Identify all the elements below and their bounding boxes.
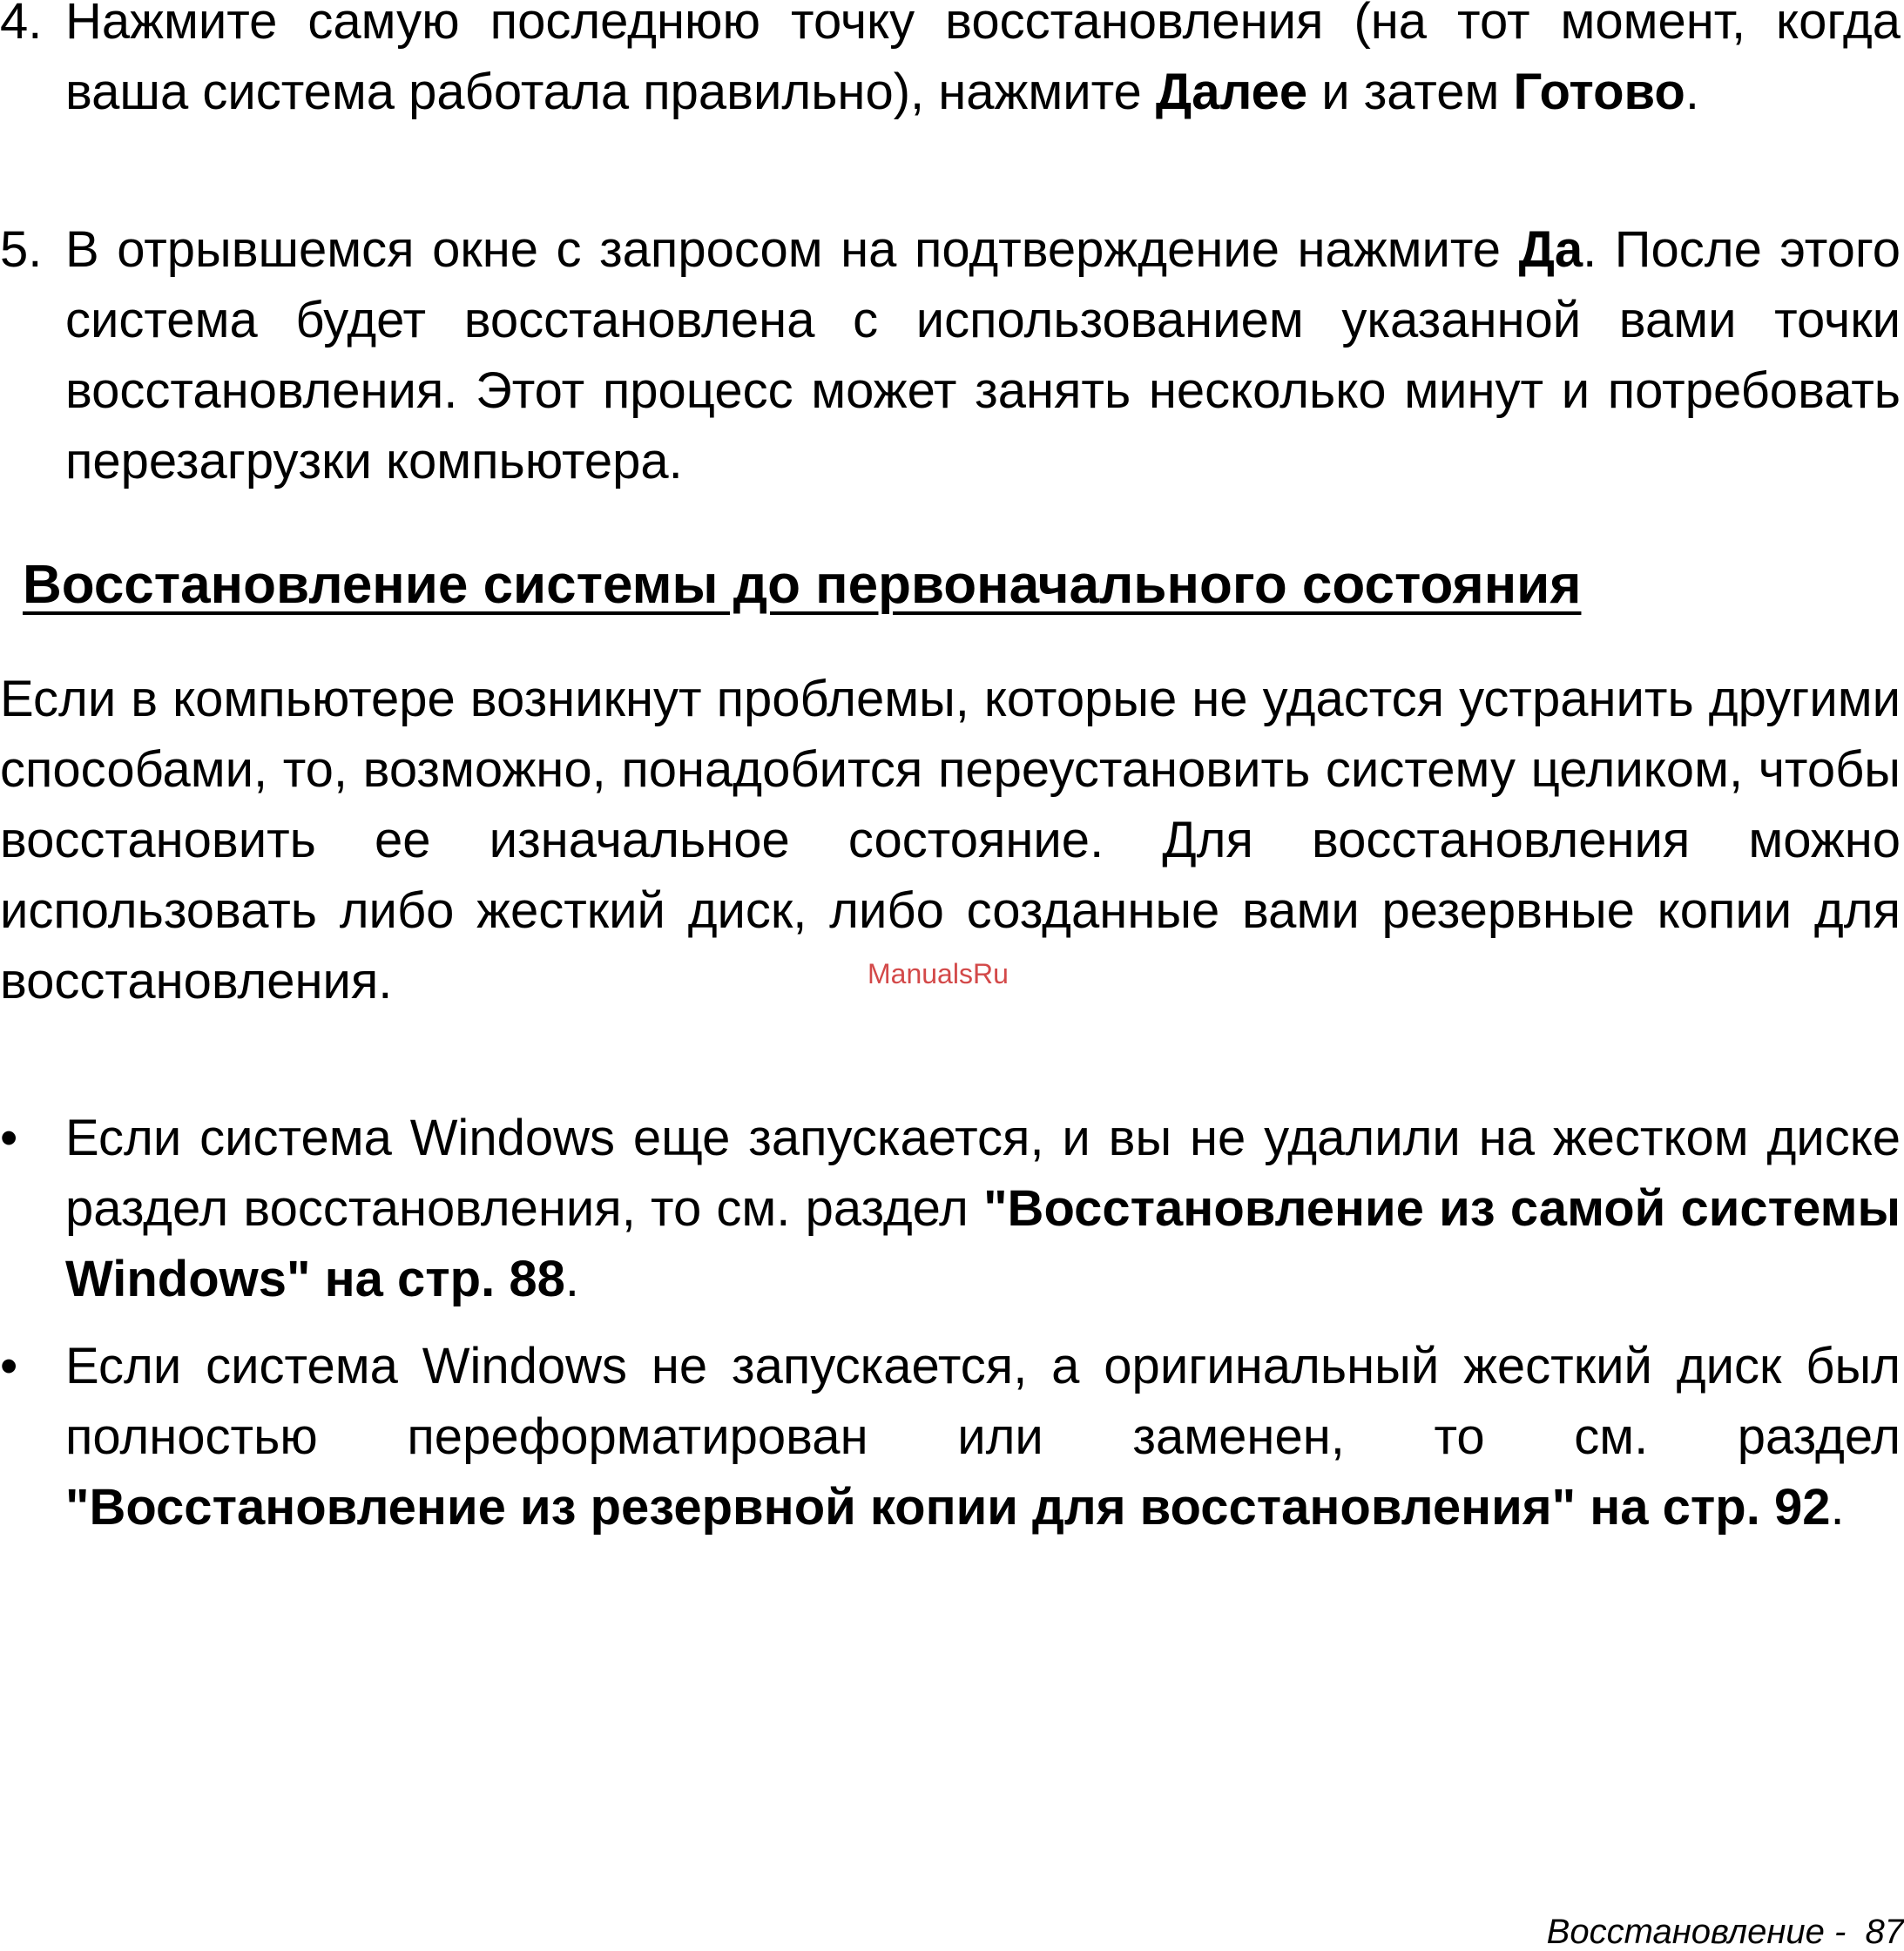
page-footer: [1547, 1913, 1904, 1951]
step-text-part: В отрывшемся окне с запросом на подтверждение нажмите: [65, 221, 1519, 278]
finish-button-label: Готово: [1513, 64, 1685, 120]
step-text-part: . После этого система будет восстановлена с использованием указанной вами точки восстановления. Этот процесс может занять несколько минут и потребовать перезагрузки компьютера.: [65, 221, 1901, 489]
bullet-text: [65, 1331, 1901, 1543]
step-text-part: .: [1685, 64, 1699, 120]
step-4: [0, 0, 1904, 127]
cross-reference-link[interactable]: "Восстановление из самой системы Windows" на стр. 88: [65, 1180, 1901, 1307]
step-text-part: и затем: [1307, 64, 1513, 120]
bullet-icon: •: [0, 1331, 65, 1401]
section-paragraph: Если в компьютере возникнут проблемы, которые не удастся устранить другими способами, то, возможно, понадобится переустановить систему целиком, чтобы восстановить ее изначальное состояние. Для восстановления можно использовать либо жесткий диск, либо созданные вами резервные копии для восстановления.: [0, 664, 1901, 1016]
page-number: 87: [1866, 1913, 1904, 1951]
bullet-text: [65, 1103, 1901, 1314]
footer-section-name: Восстановление: [1547, 1913, 1825, 1951]
yes-button-label: Да: [1519, 221, 1583, 278]
bullet-text-part: .: [1830, 1479, 1844, 1536]
bullet-item: [0, 1103, 1904, 1314]
watermark: ManualsRu: [868, 956, 1009, 991]
bullet-icon: •: [0, 1103, 65, 1173]
section-heading: Восстановление системы до первоначального состояния: [23, 550, 1581, 620]
step-number: 4.: [0, 0, 65, 57]
footer-separator: -: [1825, 1913, 1866, 1951]
step-text-part: Нажмите самую последнюю точку восстановления (на тот момент, когда ваша система работала правильно), нажмите: [65, 0, 1901, 120]
step-text: [65, 214, 1901, 496]
bullet-text-part: Если система Windows еще запускается, и вы не удалили на жестком диске раздел восстановления, то см. раздел: [65, 1110, 1901, 1237]
bullet-item: [0, 1331, 1904, 1543]
step-number: 5.: [0, 214, 65, 285]
step-5: [0, 214, 1904, 496]
next-button-label: Далее: [1156, 64, 1307, 120]
cross-reference-link[interactable]: "Восстановление из резервной копии для восстановления" на стр. 92: [65, 1479, 1830, 1536]
bullet-text-part: .: [565, 1251, 579, 1307]
step-text: [65, 0, 1901, 127]
bullet-text-part: Если система Windows не запускается, а оригинальный жесткий диск был полностью переформатирован или заменен, то см. раздел: [65, 1338, 1901, 1465]
